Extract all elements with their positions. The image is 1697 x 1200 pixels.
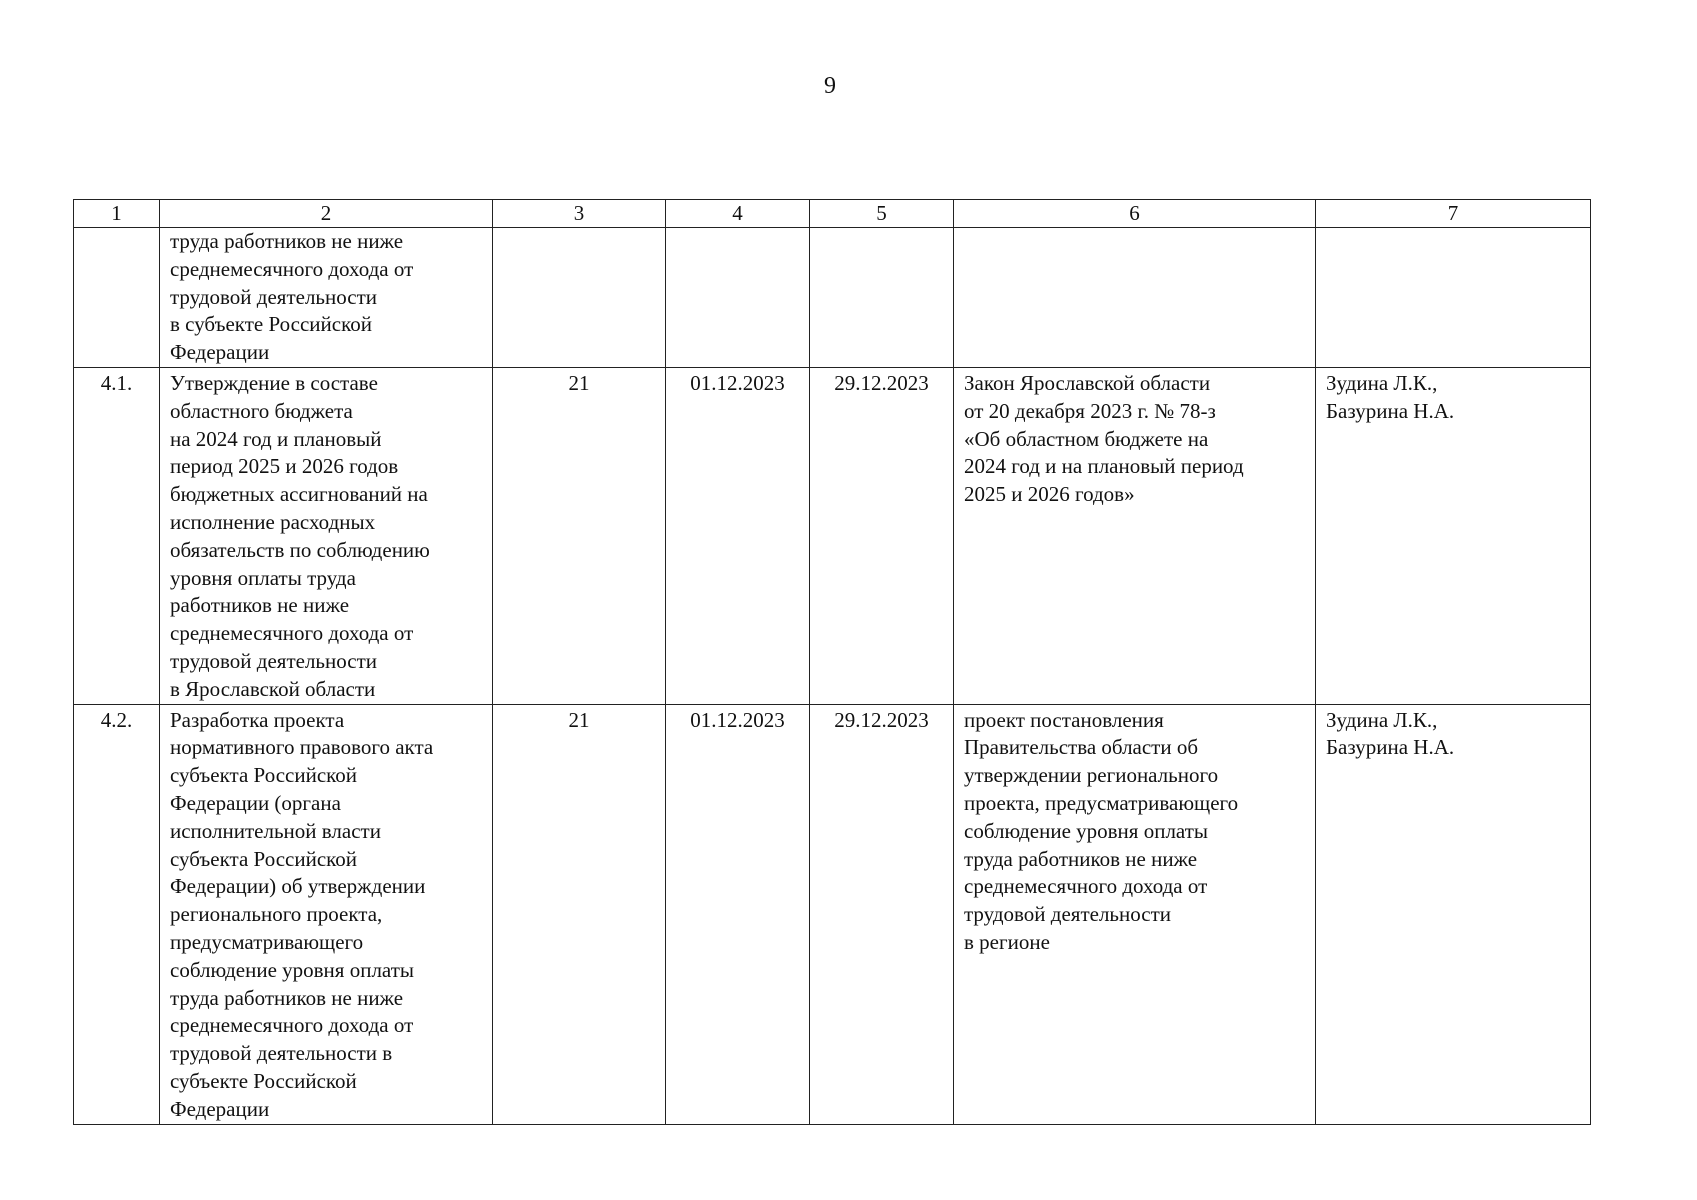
result-cell xyxy=(954,367,1316,704)
table-row xyxy=(74,228,1591,368)
table-row xyxy=(74,704,1591,1124)
col3-cell xyxy=(493,367,666,704)
col3-cell xyxy=(493,704,666,1124)
description-cell xyxy=(160,704,493,1124)
table-row xyxy=(74,367,1591,704)
table-header-row xyxy=(74,200,1591,228)
start-date: 01.12.2023 xyxy=(690,370,785,395)
result-text: проект постановления Правительства области об утверждении регионального проекта, предусматривающего соблюдение уровня оплаты труда работников не ниже среднемесячного дохода от трудовой деятельности в регионе xyxy=(964,707,1239,954)
start-date: 01.12.2023 xyxy=(690,707,785,732)
description-text: Разработка проекта нормативного правового акта субъекта Российской Федерации (органа исполнительной власти субъекта Российской Федерации) об утверждении регионального проекта, предусматривающего соблюдение уровня оплаты труда работников не ниже среднемесячного дохода от трудовой деятельности в субъекте Российской Федерации xyxy=(170,707,434,1121)
column-header: 4 xyxy=(666,200,810,228)
responsible-text: Зудина Л.К., Базурина Н.А. xyxy=(1326,707,1455,760)
col3-value: 21 xyxy=(568,707,590,732)
end-date: 29.12.2023 xyxy=(834,707,929,732)
page-number: 9 xyxy=(824,73,836,99)
col3-cell xyxy=(493,228,666,368)
description-text: труда работников не ниже среднемесячного дохода от трудовой деятельности в субъекте Российской Федерации xyxy=(170,229,414,365)
responsible-text: Зудина Л.К., Базурина Н.А. xyxy=(1326,370,1455,423)
row-number-cell xyxy=(74,367,160,704)
column-header: 5 xyxy=(810,200,954,228)
responsible-cell xyxy=(1316,704,1591,1124)
col3-value: 21 xyxy=(568,370,590,395)
column-header: 3 xyxy=(493,200,666,228)
plan-table xyxy=(73,199,1591,1125)
responsible-cell xyxy=(1316,367,1591,704)
result-text: Закон Ярославской области от 20 декабря 2023 г. № 78-з «Об областном бюджете на 2024 год и на плановый период 2025 и 2026 годов» xyxy=(964,370,1244,507)
responsible-cell xyxy=(1316,228,1591,368)
result-cell xyxy=(954,228,1316,368)
result-cell xyxy=(954,704,1316,1124)
column-header: 6 xyxy=(954,200,1316,228)
row-number-cell xyxy=(74,228,160,368)
start-date-cell xyxy=(666,704,810,1124)
row-number: 4.2. xyxy=(100,707,133,732)
description-cell xyxy=(160,367,493,704)
row-number: 4.1. xyxy=(100,370,133,395)
end-date-cell xyxy=(810,228,954,368)
description-text: Утверждение в составе областного бюджета на 2024 год и плановый период 2025 и 2026 годов бюджетных ассигнований на исполнение расходных обязательств по соблюдению уровня оплаты труда работников не ниже среднемесячного дохода от трудовой деятельности в Ярославской области xyxy=(170,370,430,701)
column-header: 7 xyxy=(1316,200,1591,228)
end-date: 29.12.2023 xyxy=(834,370,929,395)
column-header: 1 xyxy=(74,200,160,228)
start-date-cell xyxy=(666,228,810,368)
column-header: 2 xyxy=(160,200,493,228)
start-date-cell xyxy=(666,367,810,704)
end-date-cell xyxy=(810,704,954,1124)
end-date-cell xyxy=(810,367,954,704)
row-number-cell xyxy=(74,704,160,1124)
description-cell xyxy=(160,228,493,368)
